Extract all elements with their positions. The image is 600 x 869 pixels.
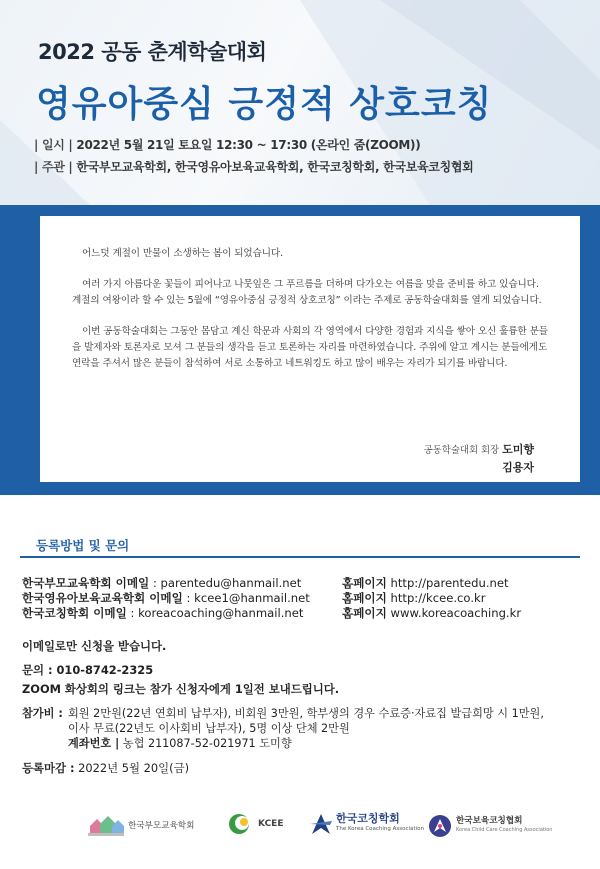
houses-logo-icon [88, 814, 124, 836]
deadline-label: 등록마감 : [22, 761, 75, 775]
date-value: 2022년 5월 21일 토요일 12:30 ~ 17:30 (온라인 줌(ZOOM)) [76, 138, 421, 152]
contact-email[interactable]: kcee1@hanmail.net [194, 591, 310, 605]
deadline-info [22, 760, 189, 776]
logo-bar [0, 806, 600, 856]
contact-email[interactable]: koreacoaching@hanmail.net [138, 606, 304, 620]
contact-row: 한국코칭학회 이메일 : koreacoaching@hanmail.net 홈페이지 www.koreacoaching.kr [22, 606, 522, 620]
homepage-label: 홈페이지 [342, 606, 387, 620]
contact-row: 한국부모교육학회 이메일 : parentedu@hanmail.net 홈페이지 http://parentedu.net [22, 576, 509, 590]
signature-line-1 [424, 442, 534, 459]
homepage-link[interactable]: http://kcee.co.kr [390, 591, 486, 605]
childcare-coaching-logo-icon [428, 814, 452, 838]
registration-title: 등록방법 및 문의 [36, 538, 130, 553]
logo-3-english: The Korea Coaching Association [336, 826, 424, 832]
logo-4-english: Korea Child Care Coaching Association [456, 827, 553, 833]
contact-email[interactable]: parentedu@hanmail.net [160, 576, 302, 590]
contact-list [22, 576, 521, 621]
logo-4-text: 한국보육코칭협회 [456, 816, 523, 826]
fee-label: 참가비 : [22, 707, 63, 720]
event-title: 영유아중심 긍정적 상호코칭 [36, 84, 493, 125]
inquiry-phone: 문의 : 010-8742-2325 [22, 663, 154, 677]
event-subtitle: 2022 공동 춘계학술대회 [38, 40, 267, 64]
letter-paragraph-2: 여러 가지 아름다운 꽃들이 피어나고 나뭇잎은 그 푸르름을 더하며 다가오는 여름을 맞을 준비를 하고 있습니다. 계절의 여왕이라 할 수 있는 5월에 “영유아중심 긍정적 상호코칭” 이라는 주제로 공동학술대회를 열게 되었습니다. [72, 279, 542, 306]
contact-org: 한국코칭학회 이메일 [22, 606, 127, 620]
email-only-notice: 이메일로만 신청을 받습니다. [22, 639, 167, 653]
poster-header [0, 0, 600, 205]
contact-org: 한국부모교육학회 이메일 [22, 576, 150, 590]
logo-parent-education [88, 814, 194, 836]
host-info [34, 158, 473, 175]
signature-role: 공동학술대회 회장 [423, 445, 500, 456]
signature-name-1: 도미향 [502, 443, 534, 456]
letter-paragraph-3: 이번 공동학술대회는 그동안 몸담고 계신 학문과 사회의 각 영역에서 다양한 경험과 지식을 쌓아 오신 훌륭한 분들을 발제자와 토론자로 모셔 그 분들의 생각을 듣고 토론하는 자리를 마련하였습니다. 주위에 알고 계시는 분들에게도 연락을 주셔서 많은 분들이 참석하여 서로 소통하고 네트워킹도 하고 많이 배우는 자리가 되기를 바랍니다. [72, 326, 548, 369]
account-value: 농협 211087-52-021971 도미향 [122, 737, 292, 750]
logo-childcare-coaching [428, 814, 552, 838]
deadline-value: 2022년 5월 20일(금) [78, 761, 190, 775]
logo-kcee [228, 812, 283, 836]
homepage-label: 홈페이지 [342, 576, 387, 590]
zoom-notice: ZOOM 화상회의 링크는 참가 신청자에게 1일전 보내드립니다. [22, 682, 340, 696]
kcee-logo-icon [228, 812, 254, 836]
contact-org: 한국영유아보육교육학회 이메일 [22, 591, 183, 605]
date-label: | 일시 | [34, 138, 73, 152]
date-info [34, 136, 420, 153]
contact-row: 한국영유아보육교육학회 이메일 : kcee1@hanmail.net 홈페이지 http://kcee.co.kr [22, 591, 486, 605]
account-label: 계좌번호 | [68, 737, 120, 750]
host-value: 한국부모교육학회, 한국영유아보육교육학회, 한국코칭학회, 한국보육코칭협회 [76, 160, 474, 174]
homepage-label: 홈페이지 [342, 591, 387, 605]
fee-line-2: 이사 무료(22년도 이사회비 납부자), 5명 이상 단체 2만원 [68, 722, 350, 735]
logo-1-text: 한국부모교육학회 [128, 821, 195, 831]
signature-name-2: 김용자 [502, 461, 534, 474]
logo-2-text: KCEE [258, 819, 284, 829]
greeting-letter [40, 216, 580, 482]
letter-paragraph-1: 어느덧 계절이 만물이 소생하는 봄이 되었습니다. [82, 248, 284, 259]
host-label: | 주관 | [34, 160, 73, 174]
logo-korea-coaching [310, 812, 424, 836]
fee-line-1: 회원 2만원(22년 연회비 납부자), 비회원 3만원, 학부생의 경우 수료증·자료집 발급희망 시 1만원, [68, 707, 544, 720]
fee-block [22, 706, 544, 751]
coaching-logo-icon [310, 812, 332, 836]
registration-divider [20, 556, 580, 558]
logo-3-text: 한국코칭학회 [336, 812, 400, 825]
account-info [22, 736, 544, 751]
homepage-link[interactable]: http://parentedu.net [390, 576, 509, 590]
homepage-link[interactable]: www.koreacoaching.kr [390, 606, 522, 620]
